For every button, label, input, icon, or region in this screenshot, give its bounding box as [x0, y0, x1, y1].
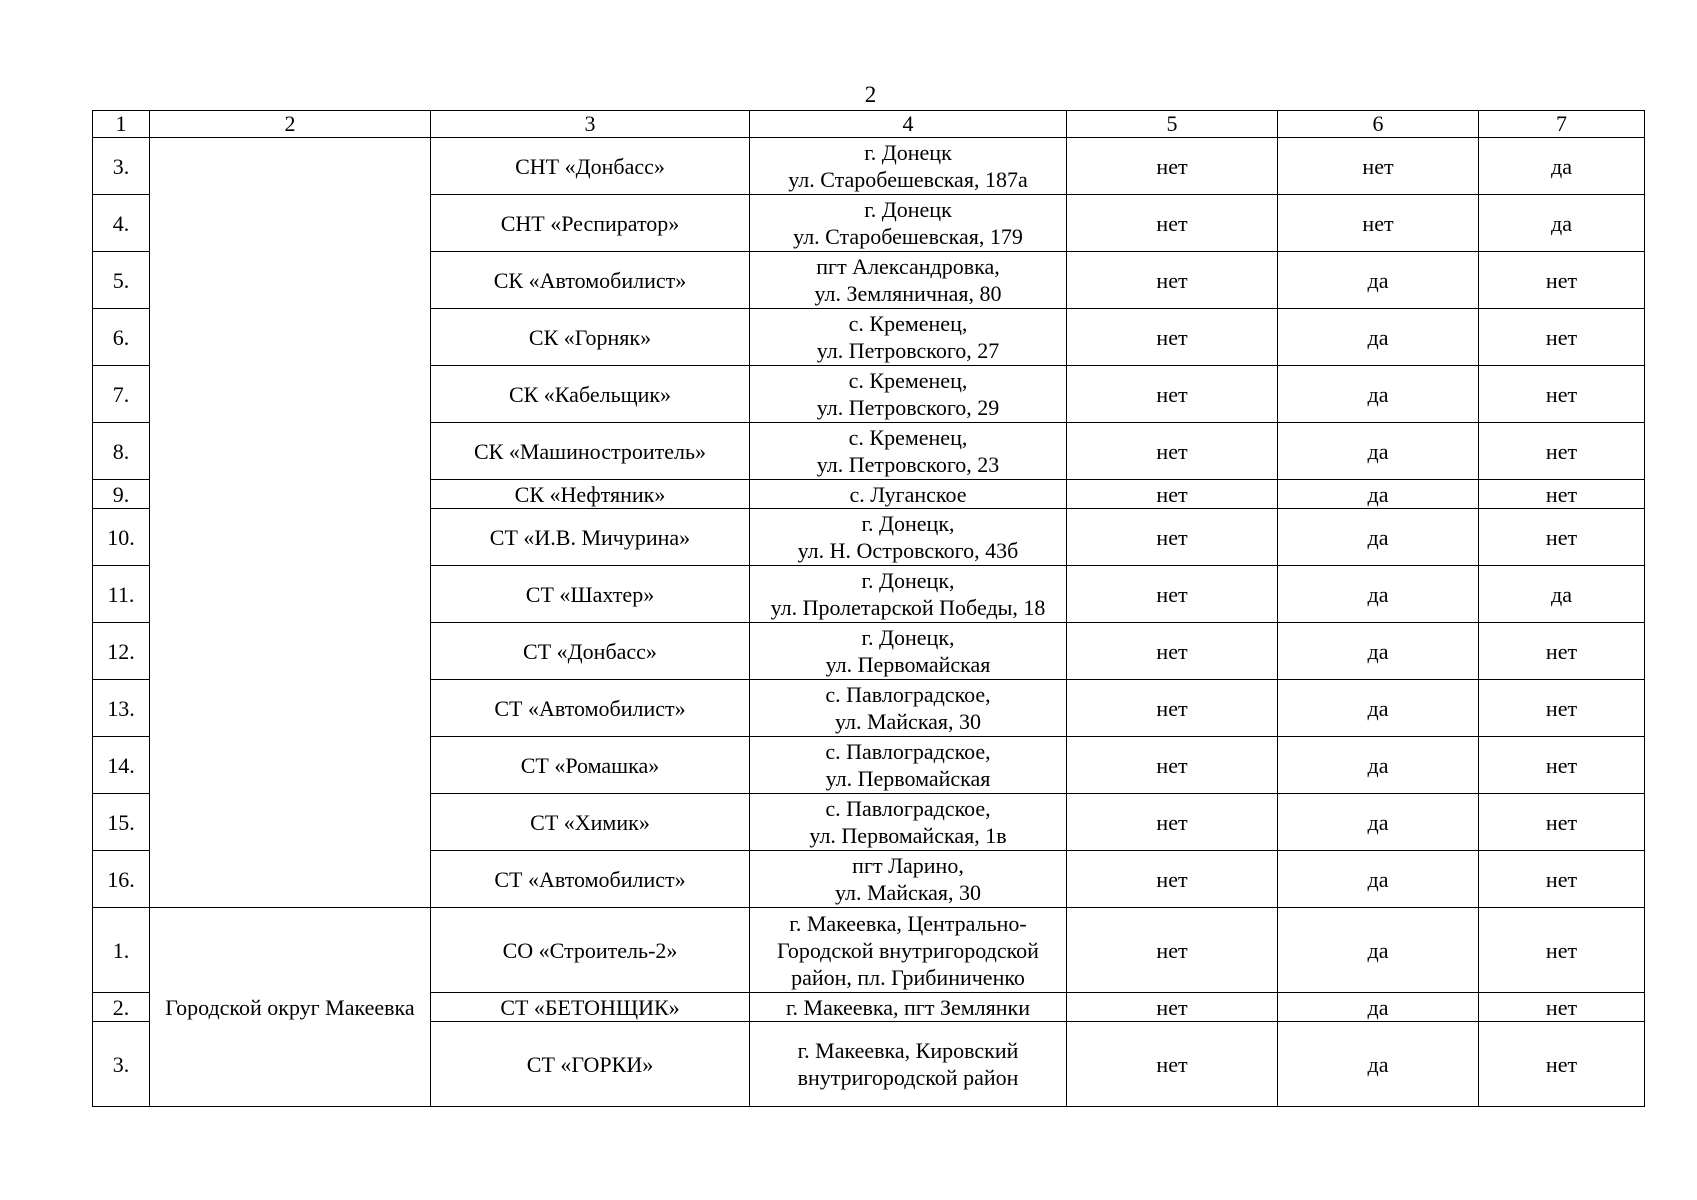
address-cell — [750, 423, 1067, 480]
row-number-cell: 1. — [93, 908, 150, 993]
column-7-cell: нет — [1479, 737, 1645, 794]
row-number-cell: 16. — [93, 851, 150, 908]
organization-name-cell: СТ «БЕТОНЩИК» — [431, 993, 750, 1022]
row-number-cell: 12. — [93, 623, 150, 680]
column-7-cell: нет — [1479, 851, 1645, 908]
column-6-cell: да — [1278, 737, 1479, 794]
row-number-cell: 5. — [93, 252, 150, 309]
address-line: г. Донецк — [864, 197, 952, 222]
address-cell — [750, 480, 1067, 509]
address-line: с. Кременец, — [848, 311, 968, 336]
address-cell — [750, 680, 1067, 737]
column-6-cell: да — [1278, 252, 1479, 309]
row-number-cell: 3. — [93, 1022, 150, 1107]
column-5-cell: нет — [1067, 993, 1278, 1022]
address-line: пгт Ларино, — [852, 853, 964, 878]
row-number-cell: 9. — [93, 480, 150, 509]
column-5-cell: нет — [1067, 737, 1278, 794]
address-line: пгт Александровка, — [816, 254, 1000, 279]
column-5-cell: нет — [1067, 480, 1278, 509]
column-5-cell: нет — [1067, 680, 1278, 737]
address-line: с. Павлоградское, — [825, 682, 991, 707]
address-cell — [750, 252, 1067, 309]
address-line: район, пл. Грибиниченко — [791, 964, 1025, 990]
district-cell — [150, 138, 431, 908]
row-number-cell: 10. — [93, 509, 150, 566]
organization-name-cell: СНТ «Донбасс» — [431, 138, 750, 195]
column-7-cell: да — [1479, 138, 1645, 195]
column-5-cell: нет — [1067, 252, 1278, 309]
column-5-cell: нет — [1067, 423, 1278, 480]
address-cell — [750, 366, 1067, 423]
column-6-cell: да — [1278, 993, 1479, 1022]
address-line: с. Павлоградское, — [825, 796, 991, 821]
page-number: 2 — [864, 82, 877, 107]
column-7-cell: да — [1479, 566, 1645, 623]
column-6-cell: да — [1278, 423, 1479, 480]
address-line: Городской внутригородской — [777, 937, 1039, 963]
row-number-cell: 13. — [93, 680, 150, 737]
column-6-cell: да — [1278, 480, 1479, 509]
column-5-cell: нет — [1067, 851, 1278, 908]
organization-name-cell: СТ «Ромашка» — [431, 737, 750, 794]
address-line: г. Донецк — [864, 140, 952, 165]
column-5-cell: нет — [1067, 509, 1278, 566]
organization-name-cell: СТ «И.В. Мичурина» — [431, 509, 750, 566]
address-line: ул. Н. Островского, 43б — [797, 538, 1019, 563]
column-5-cell: нет — [1067, 623, 1278, 680]
address-cell — [750, 993, 1067, 1022]
organization-name-cell: СК «Горняк» — [431, 309, 750, 366]
address-line: с. Кременец, — [848, 425, 968, 450]
address-cell — [750, 737, 1067, 794]
organization-name-cell: СТ «ГОРКИ» — [431, 1022, 750, 1107]
table-row — [93, 138, 1645, 195]
address-cell — [750, 138, 1067, 195]
address-line: ул. Майская, 30 — [834, 880, 982, 905]
address-line: ул. Старобешевская, 187а — [788, 167, 1028, 192]
column-header: 2 — [150, 111, 431, 138]
row-number-cell: 3. — [93, 138, 150, 195]
row-number-cell: 15. — [93, 794, 150, 851]
column-7-cell: нет — [1479, 623, 1645, 680]
column-5-cell: нет — [1067, 908, 1278, 993]
organization-name-cell: СНТ «Респиратор» — [431, 195, 750, 252]
column-7-cell: нет — [1479, 680, 1645, 737]
organization-name-cell: СТ «Донбасс» — [431, 623, 750, 680]
organization-name-cell: СК «Автомобилист» — [431, 252, 750, 309]
column-7-cell: нет — [1479, 509, 1645, 566]
address-line: г. Донецк, — [861, 511, 955, 536]
address-line: г. Макеевка, Кировский — [797, 1038, 1019, 1063]
header-row — [93, 111, 1645, 138]
column-7-cell: нет — [1479, 908, 1645, 993]
column-5-cell: нет — [1067, 1022, 1278, 1107]
address-cell — [750, 851, 1067, 908]
row-number-cell: 6. — [93, 309, 150, 366]
column-7-cell: нет — [1479, 794, 1645, 851]
column-header: 1 — [93, 111, 150, 138]
column-5-cell: нет — [1067, 309, 1278, 366]
address-line: ул. Первомайская — [825, 652, 991, 677]
organization-name-cell: СТ «Автомобилист» — [431, 680, 750, 737]
address-cell — [750, 566, 1067, 623]
address-cell — [750, 794, 1067, 851]
address-cell — [750, 195, 1067, 252]
column-5-cell: нет — [1067, 794, 1278, 851]
address-line: внутригородской район — [797, 1065, 1019, 1090]
address-line: г. Донецк, — [861, 625, 955, 650]
column-5-cell: нет — [1067, 138, 1278, 195]
address-cell — [750, 1022, 1067, 1107]
address-line: ул. Земляничная, 80 — [814, 281, 1002, 306]
address-line: ул. Петровского, 27 — [816, 338, 1000, 363]
address-cell — [750, 509, 1067, 566]
column-7-cell: нет — [1479, 1022, 1645, 1107]
column-6-cell: да — [1278, 366, 1479, 423]
address-line: ул. Петровского, 23 — [816, 452, 1000, 477]
organization-name-cell: СК «Кабельщик» — [431, 366, 750, 423]
address-line: ул. Первомайская, 1в — [809, 823, 1007, 848]
row-number-cell: 14. — [93, 737, 150, 794]
column-header: 3 — [431, 111, 750, 138]
address-line: ул. Майская, 30 — [834, 709, 982, 734]
address-line: г. Макеевка, Центрально- — [789, 910, 1027, 936]
column-header: 4 — [750, 111, 1067, 138]
column-7-cell: нет — [1479, 366, 1645, 423]
row-number-cell: 7. — [93, 366, 150, 423]
column-7-cell: нет — [1479, 252, 1645, 309]
column-6-cell: нет — [1278, 195, 1479, 252]
column-header: 7 — [1479, 111, 1645, 138]
column-6-cell: да — [1278, 1022, 1479, 1107]
organization-name-cell: СК «Машиностроитель» — [431, 423, 750, 480]
column-6-cell: нет — [1278, 138, 1479, 195]
column-6-cell: да — [1278, 851, 1479, 908]
column-5-cell: нет — [1067, 366, 1278, 423]
organization-name-cell: СТ «Автомобилист» — [431, 851, 750, 908]
address-line: с. Павлоградское, — [825, 739, 991, 764]
row-number-cell: 8. — [93, 423, 150, 480]
column-6-cell: да — [1278, 566, 1479, 623]
organization-name-cell: СК «Нефтяник» — [431, 480, 750, 509]
column-6-cell: да — [1278, 794, 1479, 851]
column-5-cell: нет — [1067, 195, 1278, 252]
column-6-cell: да — [1278, 680, 1479, 737]
column-6-cell: да — [1278, 509, 1479, 566]
address-line: ул. Пролетарской Победы, 18 — [770, 595, 1046, 620]
column-6-cell: да — [1278, 908, 1479, 993]
row-number-cell: 11. — [93, 566, 150, 623]
address-line: с. Кременец, — [848, 368, 968, 393]
organization-name-cell: СО «Строитель-2» — [431, 908, 750, 993]
address-line: с. Луганское — [849, 481, 967, 507]
address-cell — [750, 623, 1067, 680]
address-line: ул. Старобешевская, 179 — [793, 224, 1023, 249]
address-line: г. Макеевка, пгт Землянки — [786, 994, 1030, 1020]
column-6-cell: да — [1278, 623, 1479, 680]
organization-name-cell: СТ «Шахтер» — [431, 566, 750, 623]
district-cell: Городской округ Макеевка — [150, 908, 431, 1107]
column-7-cell: нет — [1479, 309, 1645, 366]
row-number-cell: 4. — [93, 195, 150, 252]
data-table — [92, 110, 1645, 1107]
column-7-cell: да — [1479, 195, 1645, 252]
table-row — [93, 908, 1645, 993]
address-cell — [750, 908, 1067, 993]
organization-name-cell: СТ «Химик» — [431, 794, 750, 851]
column-6-cell: да — [1278, 309, 1479, 366]
row-number-cell: 2. — [93, 993, 150, 1022]
column-header: 5 — [1067, 111, 1278, 138]
column-7-cell: нет — [1479, 993, 1645, 1022]
column-7-cell: нет — [1479, 423, 1645, 480]
address-line: ул. Первомайская — [825, 766, 991, 791]
column-5-cell: нет — [1067, 566, 1278, 623]
address-cell — [750, 309, 1067, 366]
column-header: 6 — [1278, 111, 1479, 138]
address-line: г. Донецк, — [861, 568, 955, 593]
column-7-cell: нет — [1479, 480, 1645, 509]
address-line: ул. Петровского, 29 — [816, 395, 1000, 420]
